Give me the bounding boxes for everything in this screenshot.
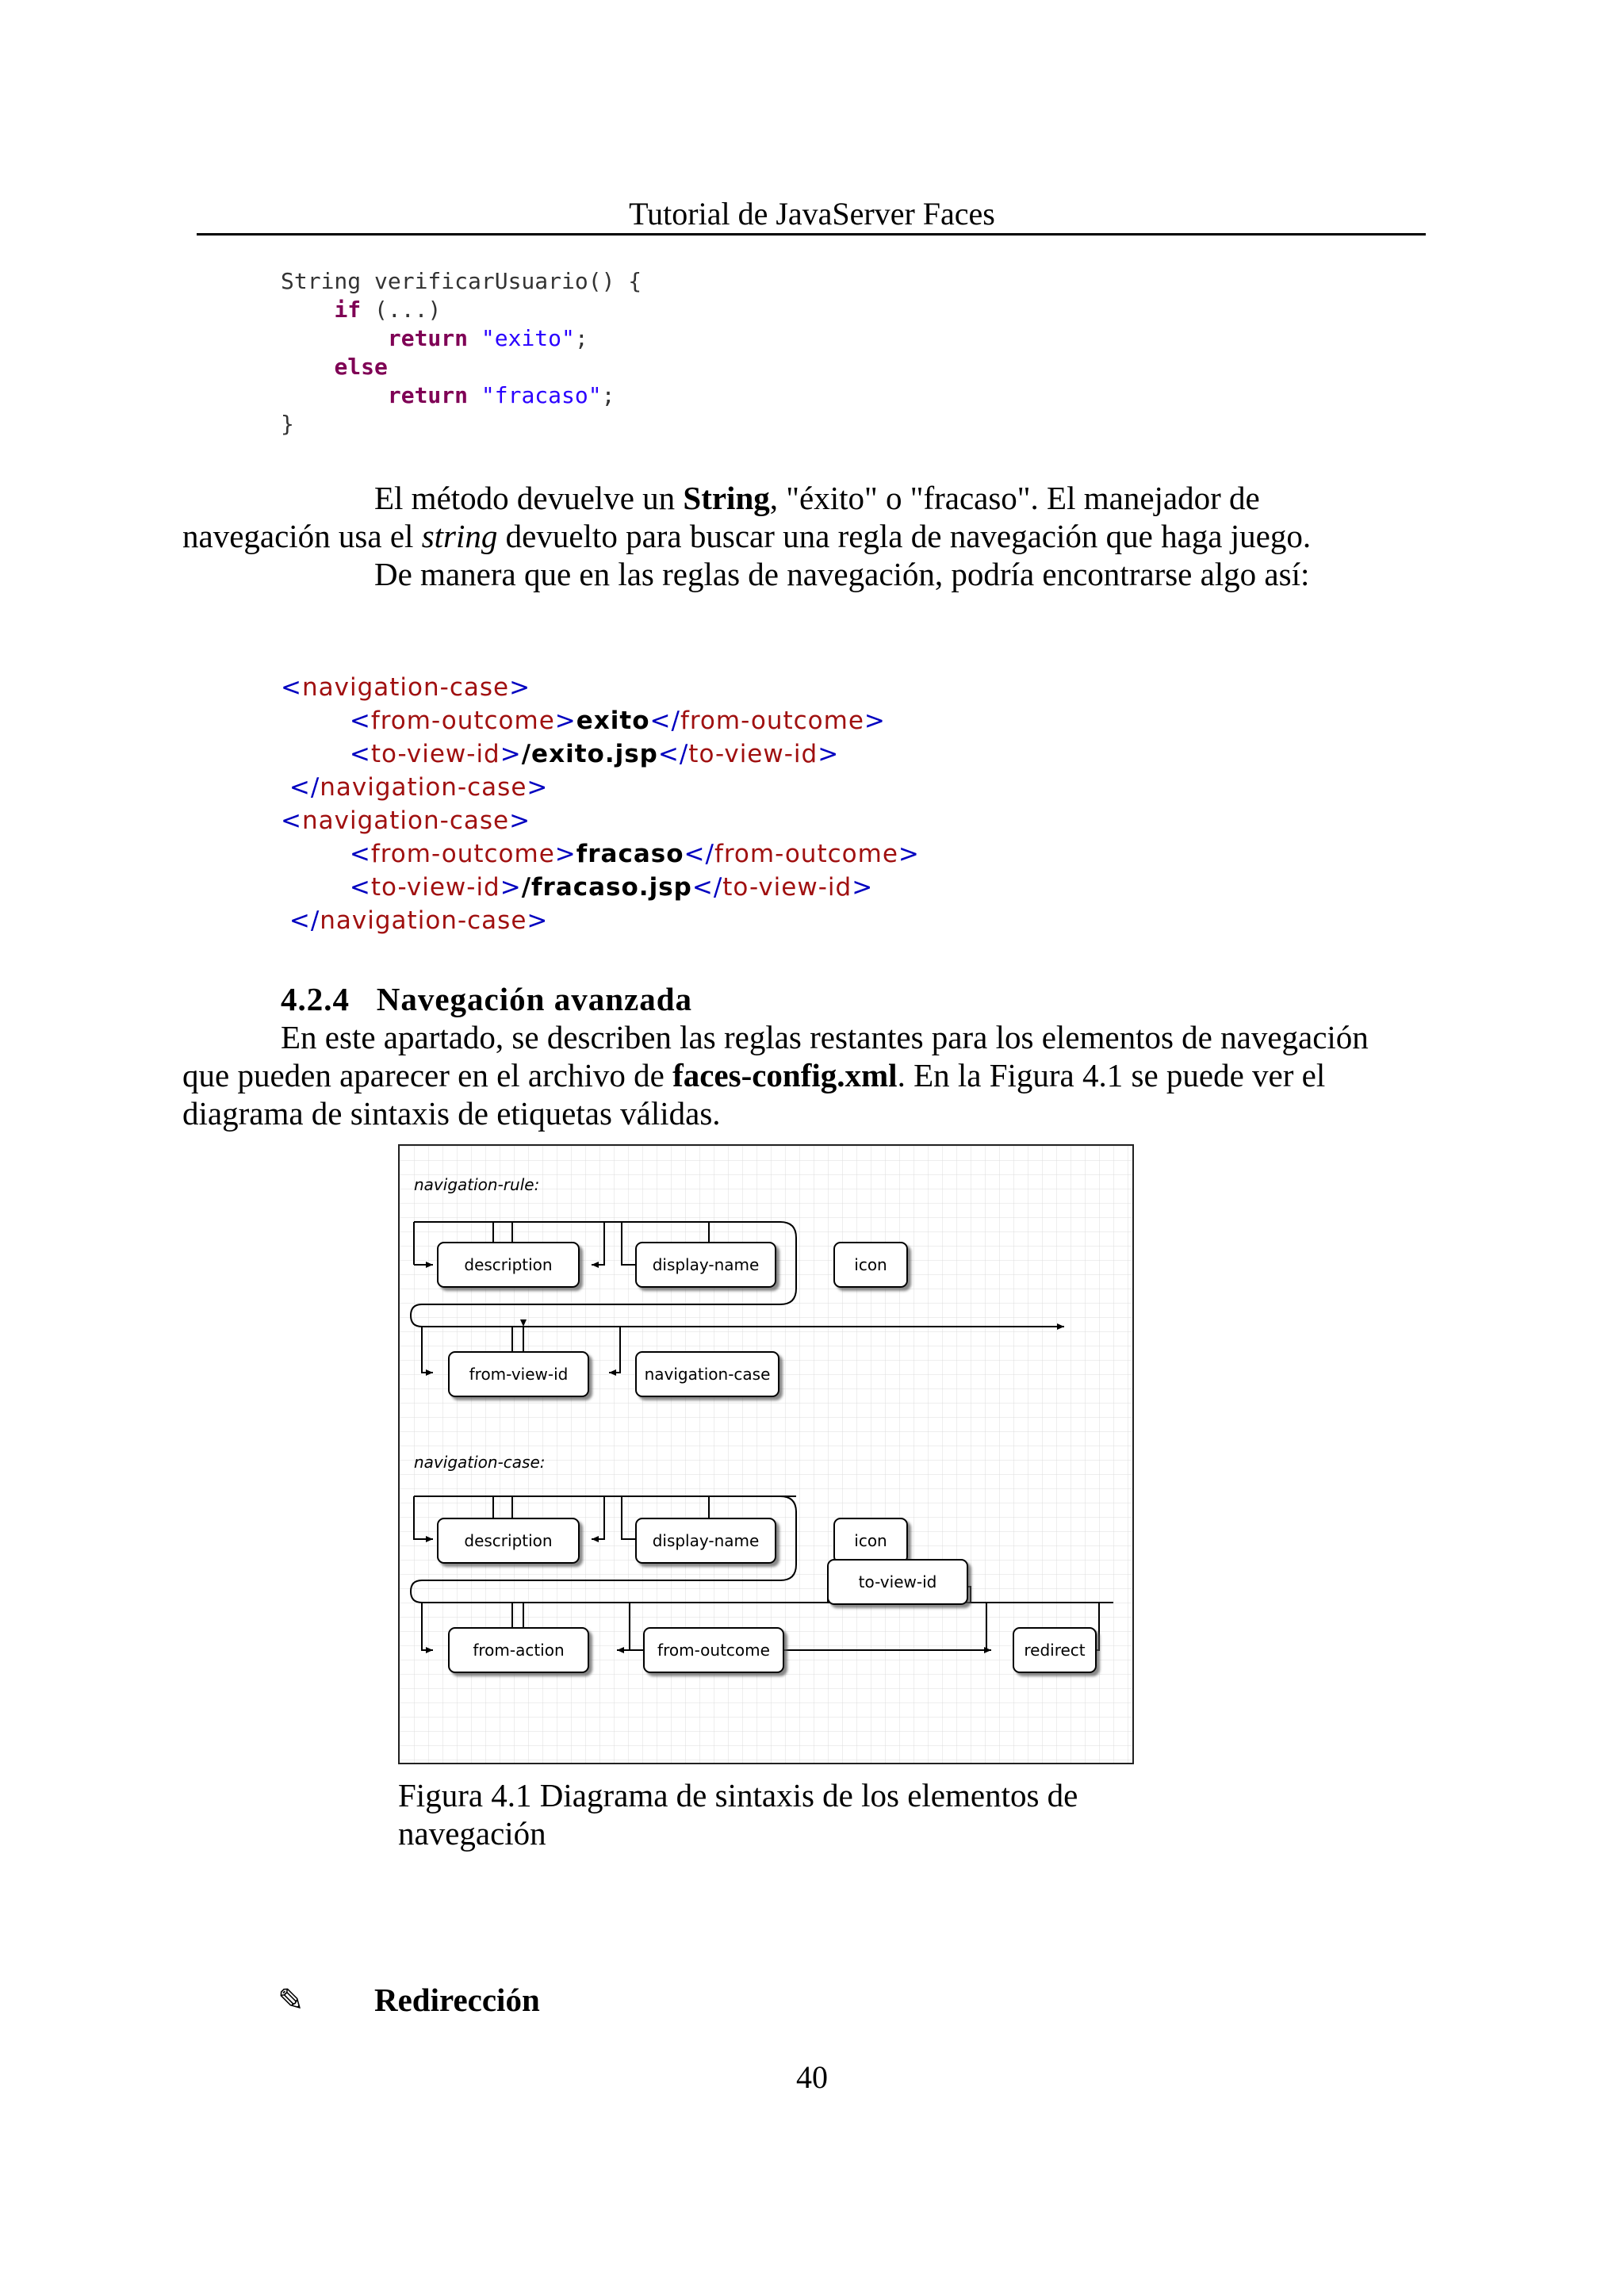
- figure-caption: Figura 4.1 Diagrama de sintaxis de los elementos de navegación: [398, 1777, 1078, 1852]
- svg-text:from-action: from-action: [473, 1641, 565, 1660]
- string-fracaso: "fracaso": [481, 382, 602, 408]
- keyword-if: if: [334, 297, 362, 323]
- svg-text:icon: icon: [854, 1255, 887, 1274]
- code-text: (...): [361, 297, 442, 323]
- keyword-else: else: [334, 354, 388, 380]
- syntax-diagram-figure: [398, 1144, 1134, 1764]
- box-description-2: [438, 1518, 579, 1563]
- box-from-action: [449, 1628, 588, 1672]
- box-to-view-id: [828, 1560, 967, 1604]
- box-display-name: [636, 1243, 776, 1287]
- java-code-block: [281, 267, 642, 439]
- subheading-redireccion: Redirección: [374, 1982, 540, 2018]
- diagram-label-rule: navigation-rule:: [414, 1175, 540, 1194]
- code-close-brace: }: [281, 411, 294, 437]
- svg-text:description: description: [464, 1255, 553, 1274]
- paragraph-line: De manera que en las reglas de navegación, podría encontrarse algo así:: [374, 556, 1310, 592]
- box-from-view-id: [449, 1352, 588, 1396]
- string-exito: "exito": [481, 325, 575, 351]
- page-number: 40: [796, 2059, 828, 2095]
- section-heading: 4.2.4 Navegación avanzada: [281, 981, 692, 1017]
- svg-text:icon: icon: [854, 1531, 887, 1550]
- box-display-name-2: [636, 1518, 776, 1563]
- keyword-return: return: [387, 382, 469, 408]
- svg-text:display-name: display-name: [652, 1531, 760, 1550]
- paragraph-line: que pueden aparecer en el archivo de faces-config.xml. En la Figura 4.1 se puede ver el: [182, 1057, 1326, 1093]
- box-redirect: [1013, 1628, 1096, 1672]
- svg-text:from-view-id: from-view-id: [469, 1365, 569, 1384]
- bold-filename: faces-config.xml: [672, 1057, 898, 1093]
- box-navigation-case: [636, 1352, 779, 1396]
- svg-text:from-outcome: from-outcome: [657, 1641, 770, 1660]
- box-icon-2: [834, 1518, 907, 1563]
- svg-text:description: description: [464, 1531, 553, 1550]
- svg-text:redirect: redirect: [1024, 1641, 1086, 1660]
- box-icon: [834, 1243, 907, 1287]
- header-rule: [197, 233, 1426, 236]
- italic-string: string: [421, 518, 498, 554]
- svg-text:to-view-id: to-view-id: [858, 1572, 937, 1591]
- keyword-return: return: [387, 325, 469, 351]
- running-header: Tutorial de JavaServer Faces: [629, 196, 995, 232]
- semicolon: ;: [601, 382, 615, 408]
- pencil-icon: ✎: [278, 1982, 304, 2019]
- diagram-label-case: navigation-case:: [414, 1453, 546, 1472]
- paragraph-line: El método devuelve un String, "éxito" o "fracaso". El manejador de: [374, 480, 1260, 516]
- svg-text:display-name: display-name: [652, 1255, 760, 1274]
- semicolon: ;: [574, 325, 588, 351]
- code-line: String verificarUsuario() {: [281, 268, 642, 294]
- svg-text:navigation-case: navigation-case: [644, 1365, 771, 1384]
- paragraph-line: diagrama de sintaxis de etiquetas válidas.: [182, 1095, 721, 1132]
- bold-string: String: [683, 480, 770, 516]
- paragraph-line: navegación usa el string devuelto para buscar una regla de navegación que haga juego.: [182, 518, 1312, 554]
- box-description: [438, 1243, 579, 1287]
- xml-code-block: <navigation-case> <from-outcome>exito</from-outcome> <to-view-id>/exito.jsp</to-view-id> </navigation-case> <navigation-case> <from-outcome>fracaso</from-outcome> <to-view-id>/fracaso.jsp</to-view-id> </navigation-case>: [281, 673, 920, 935]
- box-from-outcome: [644, 1628, 783, 1672]
- paragraph-line: En este apartado, se describen las reglas restantes para los elementos de navegación: [281, 1019, 1369, 1055]
